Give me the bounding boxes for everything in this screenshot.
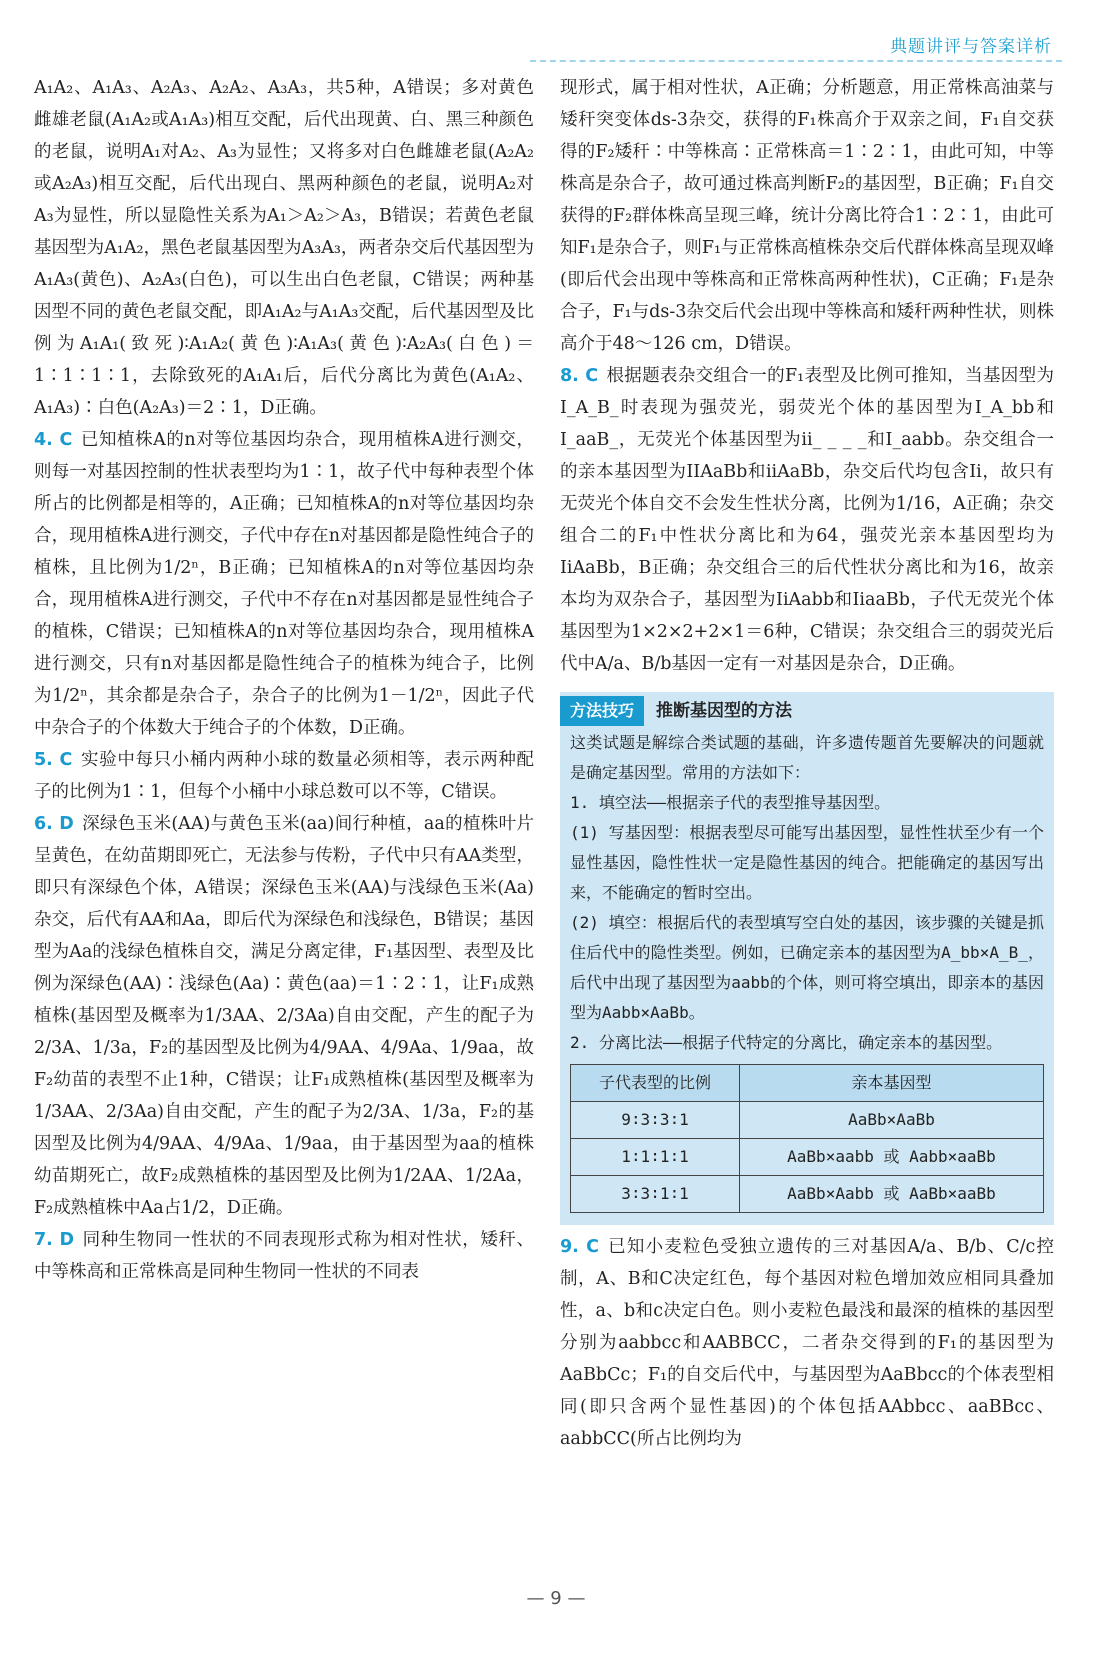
answer-7-number: 7. D [34, 1230, 75, 1250]
header-divider [530, 60, 1062, 62]
answer-7 [34, 1224, 534, 1288]
method-tips-box [560, 692, 1054, 1225]
tips-method-1: 1. 填空法——根据亲子代的表型推导基因型。 [570, 793, 891, 812]
method-tips-title: 推断基因型的方法 [656, 701, 793, 721]
answer-6-text: 深绿色玉米(AA)与黄色玉米(aa)间行种植，aa的植株叶片呈黄色，在幼苗期即死亡，无法参与传粉，子代中只有AA类型，即只有深绿色个体，A错误；深绿色玉米(AA)与浅绿色玉米(Aa)杂交，后代有AA和Aa，即后代为深绿色和浅绿色，B错误；基因型为Aa的浅绿色植株自交，满足分离定律，F₁基因型、表型及比例为深绿色(AA)∶浅绿色(Aa)∶黄色(aa)＝1∶2∶1，让F₁成熟植株(基因型及概率为1/3AA、2/3Aa)自由交配，产生的配子为2/3A、1/3a，F₂的基因型及比例为4/9AA、4/9Aa、1/9aa，故F₂幼苗的表型不止1种，C错误；让F₁成熟植株(基因型及概率为1/3AA、2/3Aa)自由交配，产生的配子为2/3A、1/3a，F₂的基因型及比例为4/9AA、4/9Aa、1/9aa，由于基因型为aa的植株幼苗期死亡，故F₂成熟植株的基因型及比例为1/2AA、1/2Aa，F₂成熟植株中Aa占1/2，D正确。 [34, 814, 534, 1218]
table-header-row [571, 1065, 1044, 1102]
answer-5-text: 实验中每只小桶内两种小球的数量必须相等，表示两种配子的比例为1∶1，但每个小桶中小球总数可以不等，C错误。 [34, 750, 534, 802]
answer-7-continued: 现形式，属于相对性状，A正确；分析题意，用正常株高油菜与矮秆突变体ds-3杂交，获得的F₁株高介于双亲之间，F₁自交获得的F₂矮秆∶中等株高∶正常株高＝1∶2∶1，由此可知，中等株高是杂合子，故可通过株高判断F₂的基因型，B正确；F₁自交获得的F₂群体株高呈现三峰，统计分离比符合1∶2∶1，由此可知F₁是杂合子，则F₁与正常株高植株杂交后代群体株高呈现双峰(即后代会出现中等株高和正常株高两种性状)，C正确；F₁是杂合子，F₁与ds-3杂交后代会出现中等株高和矮秆两种性状，则株高介于48～126 cm，D错误。 [560, 78, 1054, 354]
answer-8-text: 根据题表杂交组合一的F₁表型及比例可推知，当基因型为I_A_B_时表现为强荧光，弱荧光个体的基因型为I_A_bb和I_aaB_，无荧光个体基因型为ii_ _ _ _和I_aabb。杂交组合一的亲本基因型为IIAaBb和iiAaBb，杂交后代均包含Ii，故只有无荧光个体自交不会发生性状分离，比例为1/16，A正确；杂交组合二的F₁中性状分离比和为64，强荧光亲本基因型均为IiAaBb，B正确；杂交组合三的后代性状分离比和为16，故亲本均为双杂合子，基因型为IiAabb和IiaaBb，子代无荧光个体基因型为1×2×2+2×1＝6种，C错误；杂交组合三的弱荧光后代中A/a、B/b基因一定有一对基因是杂合，D正确。 [560, 366, 1054, 674]
right-column [560, 72, 1054, 1455]
tips-step-2: (2) 填空：根据后代的表型填写空白处的基因，该步骤的关键是抓住后代中的隐性类型。例如，已确定亲本的基因型为A_bb×A_B_，后代中出现了基因型为aabb的个体，则可将空填出，即亲本的基因型为Aabb×AaBb。 [570, 913, 1044, 1022]
table-cell: AaBb×aabb 或 Aabb×aaBb [740, 1139, 1044, 1176]
answer-6 [34, 808, 534, 1224]
genotype-ratio-table [570, 1064, 1044, 1213]
table-row [571, 1139, 1044, 1176]
tips-step-1: (1) 写基因型：根据表型尽可能写出基因型，显性性状至少有一个显性基因，隐性性状一定是隐性基因的纯合。把能确定的基因写出来，不能确定的暂时空出。 [570, 823, 1044, 902]
answer-5-number: 5. C [34, 750, 73, 770]
answer-8-number: 8. C [560, 366, 599, 386]
table-row [571, 1102, 1044, 1139]
answer-7-text: 同种生物同一性状的不同表现形式称为相对性状，矮秆、中等株高和正常株高是同种生物同一性状的不同表 [34, 1230, 534, 1282]
table-cell: 9∶3∶3∶1 [571, 1102, 740, 1139]
answer-3-continued: A₁A₂、A₁A₃、A₂A₃、A₂A₂、A₃A₃，共5种，A错误；多对黄色雌雄老鼠(A₁A₂或A₁A₃)相互交配，后代出现黄、白、黑三种颜色的老鼠，说明A₁对A₂、A₃为显性；又将多对白色雌雄老鼠(A₂A₂或A₂A₃)相互交配，后代出现白、黑两种颜色的老鼠，说明A₂对A₃为显性，所以显隐性关系为A₁＞A₂＞A₃，B错误；若黄色老鼠基因型为A₁A₂，黑色老鼠基因型为A₃A₃，两者杂交后代基因型为A₁A₃(黄色)、A₂A₃(白色)，可以生出白色老鼠，C错误；两种基因型不同的黄色老鼠交配，即A₁A₂与A₁A₃交配，后代基因型及比例为A₁A₁(致死)∶A₁A₂(黄色)∶A₁A₃(黄色)∶A₂A₃(白色)＝1∶1∶1∶1，去除致死的A₁A₁后，后代分离比为黄色(A₁A₂、A₁A₃)∶白色(A₂A₃)＝2∶1，D正确。 [34, 78, 534, 418]
left-column [34, 72, 534, 1288]
answer-9 [560, 1231, 1054, 1455]
answer-9-number: 9. C [560, 1237, 599, 1257]
method-tips-tag: 方法技巧 [560, 696, 644, 726]
table-cell: AaBb×Aabb 或 AaBb×aaBb [740, 1176, 1044, 1213]
method-tips-header [560, 696, 1044, 726]
answer-4-text: 已知植株A的n对等位基因均杂合，现用植株A进行测交，则每一对基因控制的性状表型均为1∶1，故子代中每种表型个体所占的比例都是相等的，A正确；已知植株A的n对等位基因均杂合，现用植株A进行测交，子代中存在n对基因都是隐性纯合子的植株，且比例为1/2ⁿ，B正确；已知植株A的n对等位基因均杂合，现用植株A进行测交，子代中不存在n对基因都是显性纯合子的植株，C错误；已知植株A的n对等位基因均杂合，现用植株A进行测交，只有n对基因都是隐性纯合子的植株为纯合子，比例为1/2ⁿ，其余都是杂合子，杂合子的比例为1－1/2ⁿ，因此子代中杂合子的个体数大于纯合子的个体数，D正确。 [34, 430, 534, 738]
table-cell: AaBb×AaBb [740, 1102, 1044, 1139]
table-row [571, 1176, 1044, 1213]
table-header-cell: 子代表型的比例 [571, 1065, 740, 1102]
table-cell: 1∶1∶1∶1 [571, 1139, 740, 1176]
answer-5 [34, 744, 534, 808]
tips-intro: 这类试题是解综合类试题的基础，许多遗传题首先要解决的问题就是确定基因型。常用的方法如下： [570, 733, 1044, 782]
table-cell: 3∶3∶1∶1 [571, 1176, 740, 1213]
answer-6-number: 6. D [34, 814, 74, 834]
answer-4-number: 4. C [34, 430, 73, 450]
page-number: — 9 — [526, 1588, 586, 1609]
answer-9-text: 已知小麦粒色受独立遗传的三对基因A/a、B/b、C/c控制，A、B和C决定红色，每个基因对粒色增加效应相同具叠加性，a、b和c决定白色。则小麦粒色最浅和最深的植株的基因型分别为aabbcc和AABBCC，二者杂交得到的F₁的基因型为AaBbCc；F₁的自交后代中，与基因型为AaBbcc的个体表型相同(即只含两个显性基因)的个体包括AAbbcc、aaBBcc、aabbCC(所占比例均为 [560, 1237, 1054, 1449]
answer-4 [34, 424, 534, 744]
table-header-cell: 亲本基因型 [740, 1065, 1044, 1102]
running-header: 典题讲评与答案详析 [890, 37, 1052, 57]
tips-method-2: 2. 分离比法——根据子代特定的分离比，确定亲本的基因型。 [570, 1033, 1003, 1052]
answer-8 [560, 360, 1054, 680]
